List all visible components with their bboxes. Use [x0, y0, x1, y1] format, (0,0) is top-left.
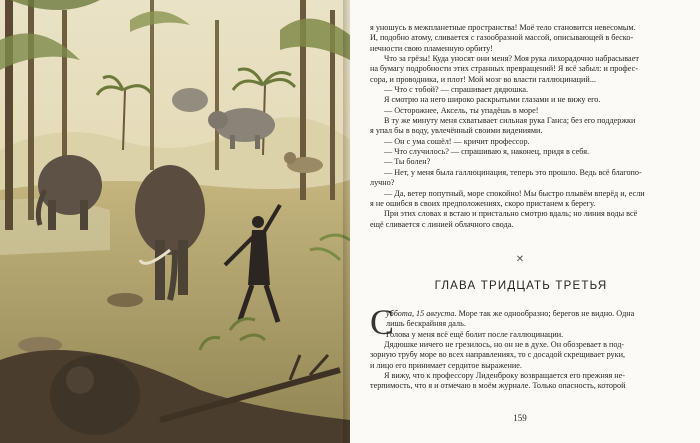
text-line: При этих словах я встаю и пристально смотрю вдаль; но линия воды всё: [384, 209, 638, 219]
text-line: и лицо его принимает сердитое выражение.: [370, 360, 522, 370]
text-line: Что за грёзы! Куда уносят они меня? Моя рука лихорадочно набрасывает: [384, 54, 639, 64]
text-line: я уношусь в межпланетные пространства! Моё тело становится невесомым.: [370, 23, 636, 32]
dialogue-line: — Осторожнее, Аксель, ты упадёшь в море!: [384, 105, 539, 115]
text-line: я не ошибся в своих предположениях, скоро пристанем к берегу.: [370, 198, 596, 208]
paragraph: [370, 309, 672, 330]
text-line: И, подобно атому, сливается с газообразной массой, описывающей в беско-: [370, 33, 634, 43]
paragraph: [370, 209, 672, 230]
dialogue-line: — Что с тобой? — спрашивает дядюшка.: [384, 85, 529, 95]
paragraph: [370, 340, 672, 371]
text-line: зорную трубу море во всех направлениях, то с досадой скрещивает руки,: [370, 350, 626, 360]
paragraph: [370, 189, 672, 210]
text-line: терпимость, что я и отмечаю в моём журнале. Только опасность, которой: [370, 381, 626, 391]
paragraph: [370, 23, 672, 54]
dialogue-line: — Что случилось? — спрашиваю я, наконец, придя в себя.: [384, 147, 590, 157]
page-number: 159: [513, 413, 527, 423]
text-line: — Да, ветер попутный, море спокойно! Мы быстро плывём вперёд и, если: [384, 188, 645, 198]
paragraph: [370, 95, 672, 105]
text-line: я упал бы в воду, увлечённый своими видениями.: [370, 126, 543, 136]
text-line: лишь бескрайняя даль.: [386, 319, 466, 329]
text-line: Море так же однообразно; берегов не видно. Одна: [456, 309, 635, 318]
paragraph: [370, 116, 672, 137]
text-line: Я вижу, что к профессору Лиденброку возвращается его прежняя не-: [384, 371, 626, 381]
text-block-chapter: [370, 309, 672, 392]
drop-cap: С: [370, 302, 395, 342]
paragraph: [370, 54, 672, 85]
dialogue-line: — Он с ума сошёл! — кричит профессор.: [384, 136, 530, 146]
text-line: на бумагу подробности этих странных превращений! Я всё забыл: и профес-: [370, 64, 638, 74]
text-line: Я смотрю на него широко раскрытыми глазами и не вижу его.: [384, 95, 601, 105]
text-line: В ту же минуту меня схватывает сильная рука Ганса; без его поддержки: [384, 116, 636, 126]
date-italic: уббота, 15 августа.: [386, 309, 457, 318]
text-block-top: [370, 23, 672, 230]
text-line: нечности свою пламенную орбиту!: [370, 43, 493, 53]
text-line: ещё сливается с линией облачного свода.: [370, 219, 514, 229]
text-line: — Нет, у меня была галлюцинация, теперь это прошло. Ведь всё благопо-: [384, 167, 642, 177]
text-line: сора, и проводника, и плот! Мой мозг во власти галлюцинаций...: [370, 74, 596, 84]
text-line: лучно?: [370, 178, 395, 188]
dialogue-line: — Ты болен?: [384, 157, 431, 167]
paragraph: [370, 371, 672, 392]
section-divider-ornament: ✕: [515, 254, 525, 265]
paragraph: Голова у меня всё ещё болит после галлюцинации.: [386, 329, 564, 339]
text-line: Дядюшке ничего не грезилось, но он не в духе. Он обозревает в под-: [384, 340, 625, 350]
chapter-title: ГЛАВА ТРИДЦАТЬ ТРЕТЬЯ: [434, 280, 608, 292]
paragraph: [370, 168, 672, 189]
